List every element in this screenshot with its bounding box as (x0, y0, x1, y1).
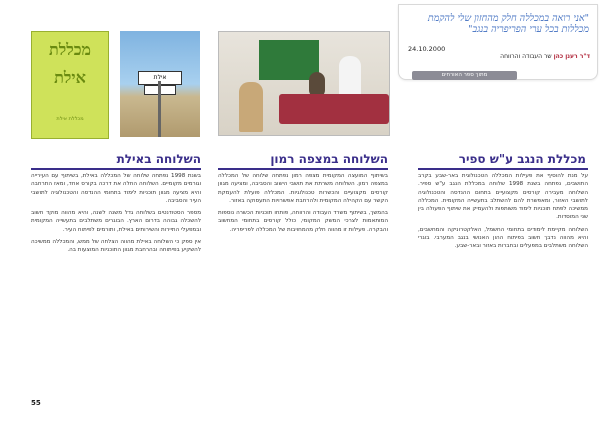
quote-date: 24.10.2000 (408, 45, 446, 53)
quote-author-name: ד"ר רענן כהן (553, 53, 590, 60)
paragraph: אין ספק כי השלוחה באילת מהווה הצלחה של ממש, והמכללה ממשיכה להשקיע בפיתוחה ובהרחבת מגוון התוכניות המוצעות בה. (31, 239, 201, 254)
quote-text: "אני רואה במכללה חלק מהחזון שלי להקמת מכללות בכל ערי הפריפריה בנגב" (427, 13, 589, 35)
section-body-mitzpe-ramon (218, 172, 388, 238)
road-sign-photo (120, 31, 200, 137)
paragraph: מספר הסטודנטים בשלוחה גדל משנה לשנה, והיא מהווה מוקד חשוב להשכלה גבוהה בדרום הארץ. הבוגרים משתלבים בתעשייה המקומית ובמפעלי התיירות והשירותים באילת, ותורמים לפיתוח העיר. (31, 210, 201, 233)
quote-source-badge: מתוך ספר האורחים (412, 71, 517, 80)
road-sign-pole (158, 81, 161, 137)
page-number: 55 (31, 399, 41, 407)
classroom-photo (218, 31, 390, 136)
section-underline (218, 168, 388, 170)
quote-author-role: שר העבודה והרווחה (500, 53, 552, 60)
section-title-mitzpe-ramon: השלוחה במצפה רמון (270, 152, 388, 166)
paragraph: השלוחה מקיימת לימודים בתחומי החשמל, האלקטרוניקה והמחשבים, והיא מהווה נדבך חשוב בפיתוח ההון האנושי בנגב המערבי. בוגרי השלוחה משתלבים במפעלים ובחברות באזור ובאר-שבע. (418, 226, 588, 250)
paragraph: בשנת 1998 נפתחה שלוחה של המכללה באילת, בשיתוף עם העירייה וגורמים מקומיים. השלוחה החלה את דרכה בקורס אחד, ומאז התרחבה והיא מציעה מגוון תוכניות לימוד בתחומי ההנדסה והטכנולוגיה לתושבי העיר והסביבה. (31, 173, 201, 204)
book-cover-title-line2: אילת (54, 68, 86, 87)
section-underline (418, 168, 588, 170)
book-cover-caption: מכללת אילת (56, 116, 84, 122)
section-body-eilat (31, 172, 201, 259)
road-sign-plate: אילת (138, 71, 182, 85)
section-underline (31, 168, 201, 170)
quote-card (398, 4, 598, 80)
section-title-eilat: השלוחה באילת (116, 152, 201, 166)
paragraph: בהמשך, בשיתוף משרד העבודה והרווחה, פותחו תוכניות הכשרה נוספות המותאמות לצרכי המשק המקומי, כולל קורסים בתחומי המחשוב והבקרה. פעילות זו מהווה חלק מהמחויבות של המכללה לפריפריה. (218, 210, 388, 233)
paragraph: על מנת להוסיף את פעילות המכללה הטכנולוגית באר-שבע בקרב התושבים, נפתחה בשנת 1998 שלוחה במכללת הנגב ע"ש ספיר. השלוחה מעבירה קורסים מקצועיים בתחום ההנדסה והטכנולוגיה לתושבי האזור, ומאפשרת להם להשתלב בתעשייה המקומית. המכללה ממשיכה לפתח תוכניות לימוד משותפות ולהעמיק את שיתוף הפעולה בין שני המוסדות. (418, 173, 588, 221)
paragraph: בשיתוף המועצה המקומית מצפה רמון נפתחה שלוחה של המכללה במצפה רמון. השלוחה משרתת את תושבי הישוב והסביבה, ומציעה מגוון קורסים מקצועיים והכשרות טכנולוגיות. המכללה פועלת להעמקת הקשר עם הקהילה המקומית ולהרחבת אפשרויות התעסוקה באזור. (218, 173, 388, 204)
red-table (279, 94, 389, 124)
book-cover-photo (31, 31, 109, 139)
section-body-negev (418, 172, 588, 255)
section-title-negev: מכללת הנגב ע"ש ספיר (458, 152, 586, 166)
book-cover-title-line1: מכללת (48, 40, 92, 59)
person-figure (239, 82, 263, 132)
quote-author (405, 53, 590, 60)
